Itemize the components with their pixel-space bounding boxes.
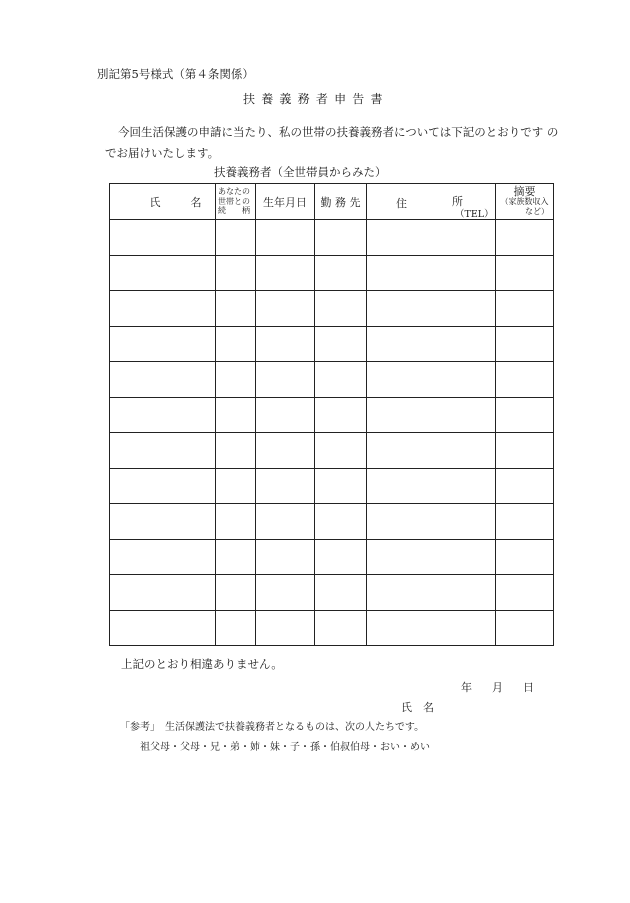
reference-relatives-list: 祖父母・父母・兄・弟・姉・妹・子・孫・伯叔伯母・おい・めい <box>140 742 430 753</box>
cell-birthdate[interactable] <box>256 220 315 256</box>
table-row <box>110 610 554 646</box>
cell-relation[interactable] <box>216 362 256 398</box>
cell-remarks[interactable] <box>496 255 554 291</box>
table-row <box>110 255 554 291</box>
cell-relation[interactable] <box>216 610 256 646</box>
cell-birthdate[interactable] <box>256 468 315 504</box>
cell-relation[interactable] <box>216 291 256 327</box>
cell-relation[interactable] <box>216 220 256 256</box>
signature-name-label: 氏 名 <box>401 701 434 714</box>
cell-relation[interactable] <box>216 504 256 540</box>
intro-text-line1: 今回生活保護の申請に当たり、私の世帯の扶養義務者については下記のとおりです の <box>118 125 559 139</box>
cell-birthdate[interactable] <box>256 575 315 611</box>
header-workplace: 勤 務 先 <box>315 184 367 220</box>
cell-address[interactable] <box>367 255 496 291</box>
header-address: 住 所 （TEL） <box>367 184 496 220</box>
cell-workplace[interactable] <box>315 504 367 540</box>
cell-birthdate[interactable] <box>256 504 315 540</box>
cell-name[interactable] <box>110 575 216 611</box>
cell-workplace[interactable] <box>315 291 367 327</box>
cell-relation[interactable] <box>216 468 256 504</box>
cell-remarks[interactable] <box>496 504 554 540</box>
cell-workplace[interactable] <box>315 326 367 362</box>
cell-birthdate[interactable] <box>256 433 315 469</box>
cell-remarks[interactable] <box>496 397 554 433</box>
cell-name[interactable] <box>110 397 216 433</box>
cell-birthdate[interactable] <box>256 326 315 362</box>
cell-remarks[interactable] <box>496 220 554 256</box>
table-row <box>110 433 554 469</box>
cell-address[interactable] <box>367 468 496 504</box>
cell-name[interactable] <box>110 504 216 540</box>
cell-address[interactable] <box>367 575 496 611</box>
date-line: 年 月 日 <box>461 681 534 694</box>
cell-workplace[interactable] <box>315 397 367 433</box>
cell-address[interactable] <box>367 504 496 540</box>
cell-workplace[interactable] <box>315 468 367 504</box>
cell-workplace[interactable] <box>315 539 367 575</box>
confirmation-text: 上記のとおり相違ありません。 <box>121 657 283 671</box>
table-row <box>110 397 554 433</box>
intro-text-line2: でお届けいたします。 <box>105 146 220 160</box>
table-row <box>110 504 554 540</box>
cell-remarks[interactable] <box>496 362 554 398</box>
cell-workplace[interactable] <box>315 433 367 469</box>
reference-note: 「参考」 生活保護法で扶養義務者となるものは、次の人たちです。 <box>120 722 425 733</box>
header-relation: あなたの 世帯との 続 柄 <box>216 184 256 220</box>
document-title: 扶 養 義 務 者 申 告 書 <box>243 92 384 106</box>
cell-birthdate[interactable] <box>256 610 315 646</box>
cell-workplace[interactable] <box>315 575 367 611</box>
cell-relation[interactable] <box>216 397 256 433</box>
cell-birthdate[interactable] <box>256 291 315 327</box>
table-row <box>110 362 554 398</box>
table-row <box>110 575 554 611</box>
cell-birthdate[interactable] <box>256 255 315 291</box>
cell-address[interactable] <box>367 539 496 575</box>
cell-relation[interactable] <box>216 433 256 469</box>
cell-name[interactable] <box>110 539 216 575</box>
table-row <box>110 291 554 327</box>
cell-address[interactable] <box>367 433 496 469</box>
cell-name[interactable] <box>110 326 216 362</box>
cell-address[interactable] <box>367 220 496 256</box>
cell-address[interactable] <box>367 362 496 398</box>
cell-workplace[interactable] <box>315 220 367 256</box>
cell-remarks[interactable] <box>496 468 554 504</box>
cell-birthdate[interactable] <box>256 539 315 575</box>
table-header-row <box>110 184 554 220</box>
cell-name[interactable] <box>110 433 216 469</box>
cell-name[interactable] <box>110 255 216 291</box>
cell-remarks[interactable] <box>496 575 554 611</box>
cell-relation[interactable] <box>216 539 256 575</box>
header-name: 氏 名 <box>110 184 216 220</box>
cell-name[interactable] <box>110 220 216 256</box>
cell-address[interactable] <box>367 610 496 646</box>
cell-relation[interactable] <box>216 255 256 291</box>
header-remarks: 摘要 （家族数収入 など） <box>496 184 554 220</box>
cell-name[interactable] <box>110 468 216 504</box>
cell-name[interactable] <box>110 291 216 327</box>
cell-name[interactable] <box>110 362 216 398</box>
cell-address[interactable] <box>367 291 496 327</box>
cell-remarks[interactable] <box>496 610 554 646</box>
table-row <box>110 539 554 575</box>
cell-remarks[interactable] <box>496 326 554 362</box>
table-row <box>110 326 554 362</box>
table-row <box>110 220 554 256</box>
cell-relation[interactable] <box>216 575 256 611</box>
cell-address[interactable] <box>367 326 496 362</box>
cell-remarks[interactable] <box>496 539 554 575</box>
cell-birthdate[interactable] <box>256 397 315 433</box>
cell-workplace[interactable] <box>315 255 367 291</box>
cell-remarks[interactable] <box>496 291 554 327</box>
header-birthdate: 生年月日 <box>256 184 315 220</box>
cell-relation[interactable] <box>216 326 256 362</box>
cell-remarks[interactable] <box>496 433 554 469</box>
cell-workplace[interactable] <box>315 362 367 398</box>
cell-workplace[interactable] <box>315 610 367 646</box>
dependents-table <box>109 183 554 646</box>
cell-address[interactable] <box>367 397 496 433</box>
cell-birthdate[interactable] <box>256 362 315 398</box>
table-caption: 扶養義務者（全世帯員からみた） <box>214 165 387 179</box>
cell-name[interactable] <box>110 610 216 646</box>
table-row <box>110 468 554 504</box>
form-number: 別記第5号様式（第４条関係） <box>97 67 254 81</box>
